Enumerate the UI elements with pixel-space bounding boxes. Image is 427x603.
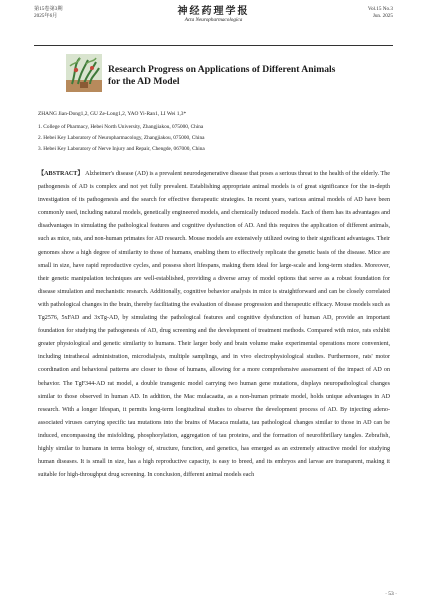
abstract-label: 【ABSTRACT】: [38, 171, 84, 177]
date-cn: 2025年6月: [34, 13, 58, 19]
header-right: [368, 6, 393, 20]
journal-title-cn: 神经药理学报: [177, 6, 250, 17]
abstract-text: Alzheimer's disease (AD) is a prevalent neurodegenerative disease that poses a serious threat to the health of the elderly. The pathogenesis of AD is complex and not yet fully prevalent. Establishing appropriate animal models is of great significance for the in-depth investigation of its pathogenesis and the search for effective therapeutic strategies. In recent years, various animal models of AD have been commonly used, including natural models, genetically engineered models, and chemically induced models. Each of them has its advantages and disadvantages in simulating the pathological features and cognitive dysfunction of AD. And this requires the application of different animals, such as mice, rats, and non-human primates for AD research. Mouse models are extensively utilized owing to their significant advantages. Their genomes show a high degree of similarity to those of humans, enabling them to effectively replicate the genetic basis of the disease. Mice are small in size, have rapid reproductive cycles, and possess short lifespans, making them ideal for large-scale and long-term studies. Moreover, their genetic manipulation techniques are well-established, providing a diverse array of model options that serve as a robust foundation for disease simulation and mechanistic research. Additionally, cognitive behavior analysis in mice is straightforward and can be closely correlated with pathological changes in the brain, thereby facilitating the evaluation of disease progression and therapeutic efficacy. Mouse models such as Tg2576, 5xFAD and 3xTg-AD, by simulating the pathological features and cognitive dysfunction of human AD, provide an important foundation for studying the pathogenesis of AD, drug screening and the development of treatment methods. Compared with mice, rats exhibit greater physiological and genetic similarity to humans. Their larger body and brain volume make experimental operations more convenient, including intrathecal administration, microdialysis, multiple samplings, and in vivo electrophysiological studies. Furthermore, rats' motor coordination and behavioral patterns are closer to those of humans, allowing for a more comprehensive assessment of the impact of AD on behavior. The TgF344-AD rat model, a double transgenic model carrying two human gene mutations, displays neuropathological changes similar to those observed in human AD. In addition, the Mac mulacaatta, as a non-human primate model, holds unique advantages in AD research. With a longer lifespan, it permits long-term longitudinal studies to observe the development process of AD. By injecting adeno-associated viruses carrying specific tau mutations into the brains of Macaca mulatta, tau pathological changes similar to those in AD can be induced, encompassing the misfolding, phosphorylation, aggregation of tau proteins, and the formation of neurofibrillary tangles. Zebrafish, highly similar to humans in terms biology of, structure, function, and genetics, has emerged as an extremely attractive model for studying human diseases. It is small in size, has a high reproductive capacity, is easy to breed, and its embryos and larvae are transparent, making it suitable for high-throughput drug screening. In conclusion, different animal models each: [38, 171, 390, 479]
abstract-paragraph: [38, 168, 390, 588]
header-rule: [34, 45, 393, 46]
header-center: [34, 6, 393, 24]
author-list: ZHANG Jian-Dong1,2, GU Ze-Long1,2, YAO Yi-Ran1, LI Wei 1,3*: [38, 111, 187, 117]
journal-logo-image: [66, 54, 102, 92]
page-number: · 53 ·: [385, 591, 397, 597]
date-en: Jun. 2025: [372, 13, 393, 19]
article-title: Research Progress on Applications of Different Animals for the AD Model: [108, 64, 336, 87]
volume-en: Vol.15 No.3: [367, 6, 393, 12]
affiliation-1: 1. College of Pharmacy, Hebei North University, Zhangjiakou, 075000, China: [38, 124, 204, 130]
affiliation-list: [38, 122, 388, 155]
journal-title-en: Acta Neuropharmacologica: [184, 17, 243, 23]
volume-cn: 第15卷第3期: [34, 6, 63, 12]
page-header: [34, 6, 393, 30]
affiliation-2: 2. Hebei Key Laboratory of Neuropharmacology, Zhangjiakou, 075000, China: [38, 135, 205, 141]
affiliation-3: 3. Hebei Key Laboratory of Nerve Injury and Repair, Chengde, 067000, China: [38, 146, 205, 152]
